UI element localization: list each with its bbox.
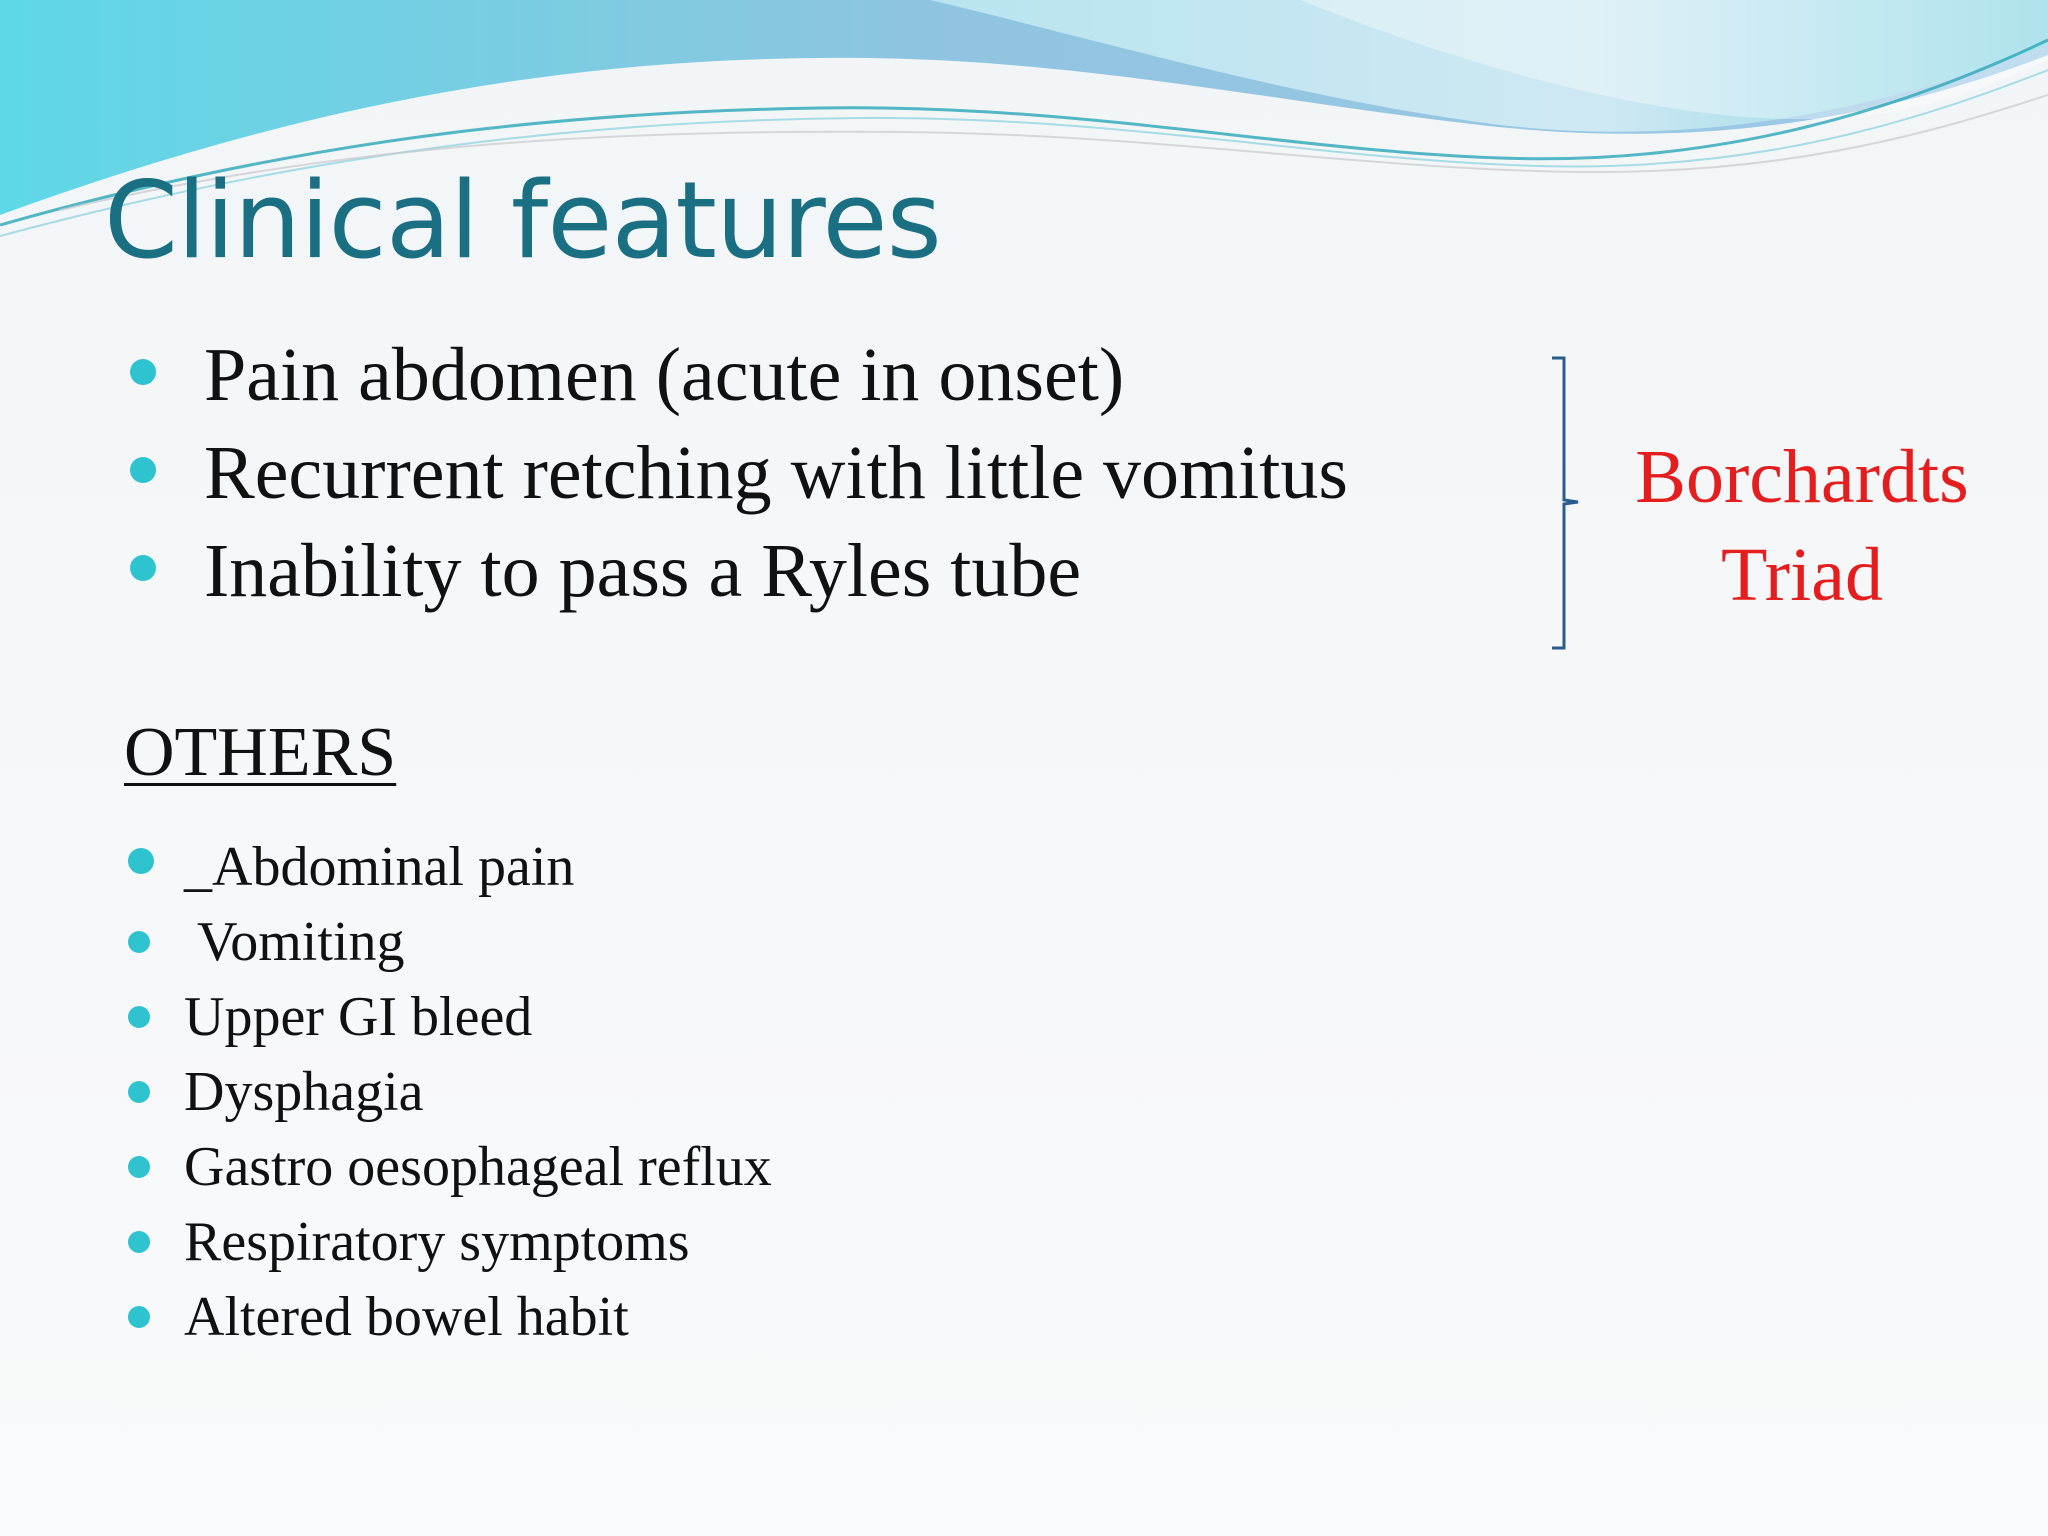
bullet-text: Recurrent retching with little vomitus bbox=[204, 431, 1348, 515]
others-bullet-item bbox=[128, 1205, 772, 1280]
triad-label-line2: Triad bbox=[1721, 533, 1883, 617]
bullet-dot-icon bbox=[128, 1156, 150, 1178]
bullet-dot-icon bbox=[130, 359, 156, 385]
bullet-text: Pain abdomen (acute in onset) bbox=[204, 333, 1125, 417]
main-bullet-list bbox=[128, 326, 1348, 620]
bullet-dot-icon bbox=[128, 1231, 150, 1253]
slide-title: Clinical features bbox=[104, 159, 941, 282]
borchardts-triad-label bbox=[1612, 428, 1992, 624]
bullet-dot-icon bbox=[128, 1006, 150, 1028]
main-bullet-item bbox=[128, 424, 1348, 522]
bullet-dot-icon bbox=[130, 555, 156, 581]
bullet-text: Inability to pass a Ryles tube bbox=[204, 529, 1082, 613]
bullet-dot-icon bbox=[128, 1081, 150, 1103]
others-bullet-item bbox=[128, 905, 772, 980]
bullet-text: Dysphagia bbox=[184, 1061, 424, 1123]
bullet-dot-icon bbox=[128, 1306, 150, 1328]
bullet-text: Upper GI bleed bbox=[184, 986, 533, 1048]
bullet-dot-icon bbox=[130, 457, 156, 483]
others-heading: OTHERS bbox=[124, 714, 397, 791]
bullet-text: _Abdominal pain bbox=[184, 836, 575, 898]
others-bullet-item bbox=[128, 980, 772, 1055]
bullet-dot-icon bbox=[128, 848, 154, 874]
bullet-text: Vomiting bbox=[184, 911, 405, 973]
triad-label-line1: Borchardts bbox=[1635, 435, 1969, 519]
others-bullet-item bbox=[128, 1055, 772, 1130]
main-bullet-item bbox=[128, 522, 1348, 620]
right-curly-brace-icon bbox=[1548, 354, 1596, 654]
bullet-text: Respiratory symptoms bbox=[184, 1211, 690, 1273]
main-bullet-item bbox=[128, 326, 1348, 424]
others-bullet-item bbox=[128, 830, 772, 905]
bullet-text: Altered bowel habit bbox=[184, 1286, 629, 1348]
others-bullet-list bbox=[128, 830, 772, 1355]
others-bullet-item bbox=[128, 1280, 772, 1355]
others-bullet-item bbox=[128, 1130, 772, 1205]
bullet-dot-icon bbox=[128, 931, 150, 953]
bullet-text: Gastro oesophageal reflux bbox=[184, 1136, 772, 1198]
